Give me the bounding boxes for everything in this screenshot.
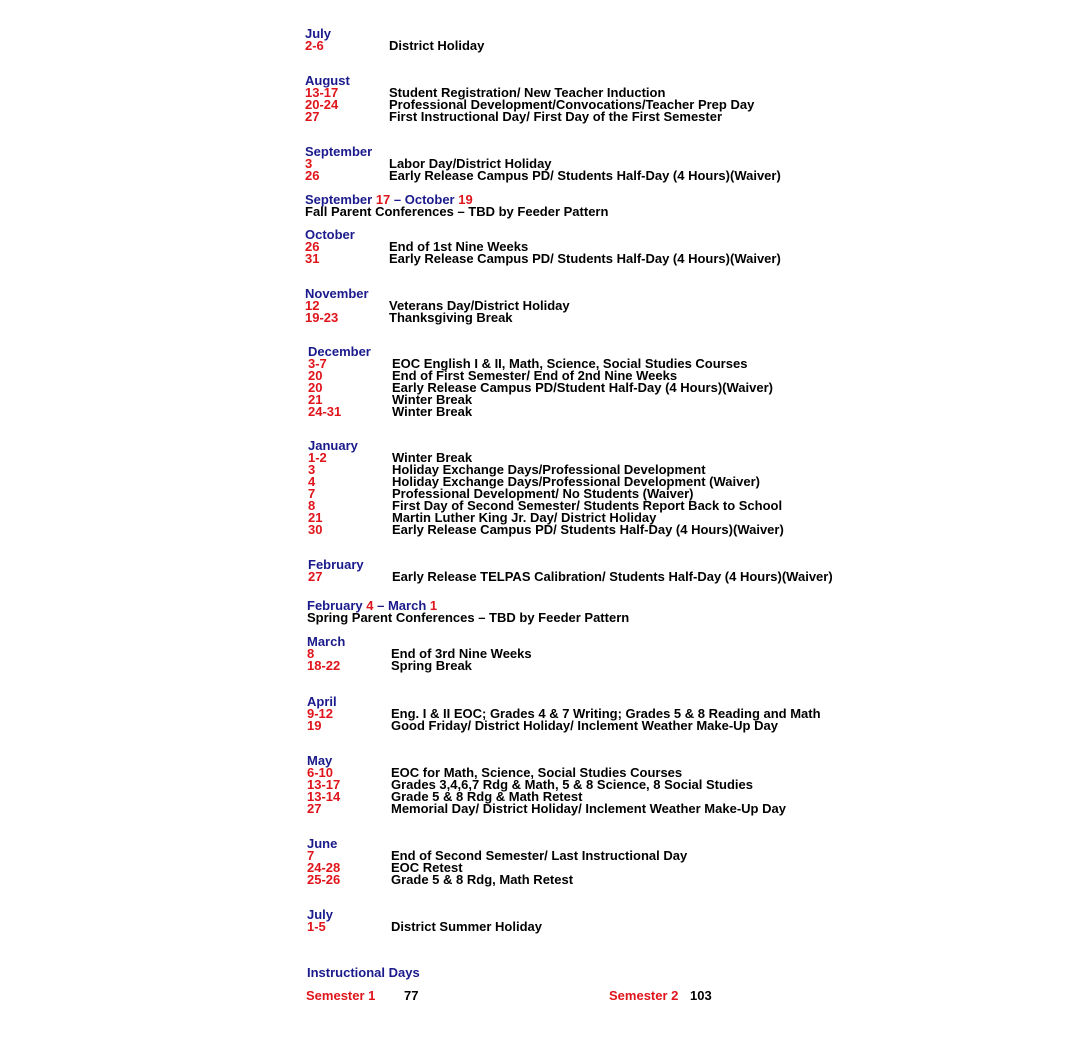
event-date: 27 [308, 569, 323, 584]
event-text: First Day of Second Semester/ Students Report Back to School [392, 498, 783, 513]
event-text: Professional Development/ No Students (Waiver) [392, 486, 694, 501]
list-item [308, 382, 773, 394]
list-item [305, 170, 781, 182]
list-item [307, 850, 687, 862]
event-date: 1-5 [307, 919, 326, 934]
event-date: 8 [307, 646, 315, 661]
semester2-label: Semester 2 [609, 988, 679, 1003]
month-heading: March [307, 634, 346, 649]
event-text: District Summer Holiday [391, 919, 542, 934]
event-text: Thanksgiving Break [389, 310, 513, 325]
semester1-value: 77 [404, 988, 419, 1003]
month-heading: January [308, 438, 358, 453]
event-date: 19-23 [305, 310, 339, 325]
event-date: 8 [308, 498, 316, 513]
event-text: End of First Semester/ End of 2nd Nine Weeks [392, 368, 678, 383]
event-date: 4 [308, 474, 316, 489]
event-text: Labor Day/District Holiday [389, 156, 552, 171]
event-text: Eng. I & II EOC; Grades 4 & 7 Writing; Grades 5 & 8 Reading and Math [391, 706, 821, 721]
event-date: 20-24 [305, 97, 339, 112]
list-item [305, 312, 570, 324]
event-text: Veterans Day/District Holiday [389, 298, 570, 313]
conference-text: Fall Parent Conferences – TBD by Feeder Pattern [305, 204, 609, 219]
event-text: Student Registration/ New Teacher Induction [389, 85, 666, 100]
event-text: End of Second Semester/ Last Instructional Day [391, 848, 688, 863]
event-text: EOC Retest [391, 860, 463, 875]
event-text: Martin Luther King Jr. Day/ District Holiday [392, 510, 657, 525]
event-text: EOC for Math, Science, Social Studies Courses [391, 765, 683, 780]
month-heading: July [305, 26, 332, 41]
event-text: Winter Break [392, 404, 473, 419]
event-date: 12 [305, 298, 320, 313]
event-date: 3 [308, 462, 316, 477]
range-end-month: March [387, 598, 427, 613]
month-heading: September [305, 144, 373, 159]
event-text: First Instructional Day/ First Day of the First Semester [389, 109, 723, 124]
range-start-day: 4 [366, 598, 374, 613]
event-date: 24-31 [308, 404, 342, 419]
event-date: 7 [307, 848, 315, 863]
event-text: End of 1st Nine Weeks [389, 239, 529, 254]
month-heading: July [307, 907, 334, 922]
list-item [307, 660, 532, 672]
event-date: 26 [305, 239, 320, 254]
section-august [305, 75, 754, 123]
instructional-days-heading: Instructional Days [307, 965, 420, 980]
event-date: 30 [308, 522, 323, 537]
list-item [305, 40, 484, 52]
month-heading: November [305, 286, 369, 301]
section-january [308, 440, 784, 536]
event-date: 31 [305, 251, 320, 266]
range-start-month: February [307, 598, 363, 613]
event-date: 18-22 [307, 658, 341, 673]
event-text: Professional Development/Convocations/Teacher Prep Day [389, 97, 755, 112]
event-text: Spring Break [391, 658, 472, 673]
semester1-label: Semester 1 [306, 988, 376, 1003]
month-heading: April [307, 694, 337, 709]
event-text: EOC English I & II, Math, Science, Social Studies Courses [392, 356, 748, 371]
event-date: 19 [307, 718, 322, 733]
event-text: Winter Break [392, 450, 473, 465]
event-date: 7 [308, 486, 316, 501]
event-date: 6-10 [307, 765, 334, 780]
list-item [305, 111, 754, 123]
event-text: Early Release TELPAS Calibration/ Students Half-Day (4 Hours)(Waiver) [392, 569, 833, 584]
list-item [305, 253, 781, 265]
section-march [307, 636, 532, 672]
list-item [308, 406, 773, 418]
event-date: 21 [308, 510, 323, 525]
range-end-day: 19 [458, 192, 473, 207]
range-start-day: 17 [375, 192, 391, 207]
conference-text: Spring Parent Conferences – TBD by Feeder Pattern [307, 610, 630, 625]
event-text: Grade 5 & 8 Rdg & Math Retest [391, 789, 583, 804]
semester2-value: 103 [690, 988, 712, 1003]
month-heading: May [307, 753, 333, 768]
list-item [307, 874, 687, 886]
list-item [307, 921, 542, 933]
section-november [305, 288, 570, 324]
range-start-month: September [305, 192, 373, 207]
event-date: 9-12 [307, 706, 334, 721]
instructional-days-totals [306, 990, 806, 1004]
section-june [307, 838, 687, 886]
section-october [305, 229, 781, 265]
event-date: 27 [307, 801, 322, 816]
range-end-month: October [404, 192, 455, 207]
list-item [307, 803, 786, 815]
event-date: 13-17 [307, 777, 341, 792]
list-item [308, 571, 833, 583]
range-end-day: 1 [429, 598, 438, 613]
event-text: Early Release Campus PD/ Students Half-Day (4 Hours)(Waiver) [389, 168, 781, 183]
list-item [308, 524, 784, 536]
month-heading: June [307, 836, 338, 851]
event-date: 20 [308, 368, 323, 383]
list-item [308, 394, 773, 406]
event-date: 13-14 [307, 789, 341, 804]
section-september [305, 146, 781, 182]
range-separator: – [390, 192, 405, 207]
event-text: Winter Break [392, 392, 473, 407]
event-date: 21 [308, 392, 323, 407]
event-date: 26 [305, 168, 320, 183]
event-text: Early Release Campus PD/ Students Half-Day (4 Hours)(Waiver) [389, 251, 781, 266]
event-text: End of 3rd Nine Weeks [391, 646, 532, 661]
event-text: Early Release Campus PD/Student Half-Day (4 Hours)(Waiver) [392, 380, 773, 395]
event-text: Good Friday/ District Holiday/ Inclement Weather Make-Up Day [391, 718, 778, 733]
section-december [308, 346, 773, 418]
event-date: 2-6 [305, 38, 324, 53]
event-date: 24-28 [307, 860, 341, 875]
event-text: Grade 5 & 8 Rdg, Math Retest [391, 872, 574, 887]
month-heading: August [305, 73, 350, 88]
event-date: 1-2 [308, 450, 327, 465]
event-date: 27 [305, 109, 320, 124]
month-heading: October [305, 227, 355, 242]
event-text: Memorial Day/ District Holiday/ Inclement Weather Make-Up Day [391, 801, 786, 816]
event-text: Grades 3,4,6,7 Rdg & Math, 5 & 8 Science, 8 Social Studies [391, 777, 753, 792]
month-heading: February [308, 557, 364, 572]
event-date: 3 [305, 156, 313, 171]
month-heading: December [308, 344, 371, 359]
event-text: Holiday Exchange Days/Professional Development [392, 462, 706, 477]
fall-conferences [305, 194, 608, 218]
spring-conferences [307, 600, 629, 624]
event-date: 25-26 [307, 872, 341, 887]
event-text: Early Release Campus PD/ Students Half-Day (4 Hours)(Waiver) [392, 522, 784, 537]
range-separator: – [373, 598, 388, 613]
event-text: Holiday Exchange Days/Professional Development (Waiver) [392, 474, 760, 489]
event-date: 13-17 [305, 85, 339, 100]
event-date: 3-7 [308, 356, 327, 371]
section-may [307, 755, 786, 815]
event-text: District Holiday [389, 38, 485, 53]
section-july-summer [307, 909, 542, 933]
list-item [307, 720, 821, 732]
section-april [307, 696, 821, 732]
section-july [305, 28, 484, 52]
section-february [308, 559, 833, 583]
event-date: 20 [308, 380, 323, 395]
